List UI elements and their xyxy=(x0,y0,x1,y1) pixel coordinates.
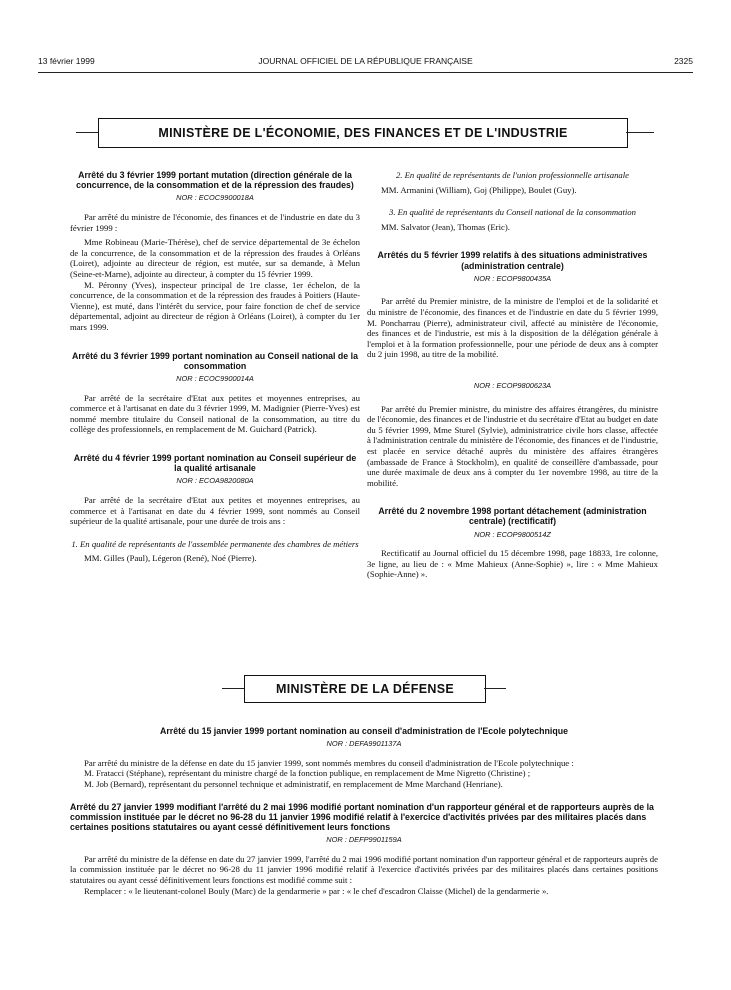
article-title: Arrêté du 27 janvier 1999 modifiant l'arrêté du 2 mai 1996 modifié portant nomination d'un rapporteur général et de rapporteurs auprès de la commission instituée par le décret no 96-28 du 11 janvier 1996 modifié relatif à l'exercice d'activités privées par des militaires placés dans certaines positions statutaires ou ayant cessé définitivement leurs fonctions xyxy=(70,801,654,832)
header-rule xyxy=(38,72,693,73)
defense-section xyxy=(70,726,658,896)
nor-reference: NOR : DEFA9901137A xyxy=(326,739,402,749)
nor-reference: NOR : ECOP9800514Z xyxy=(474,529,551,539)
nor-reference: NOR : DEFP9901159A xyxy=(326,835,402,845)
names-list: MM. Gilles (Paul), Légeron (René), Noé (Pierre). xyxy=(84,553,257,564)
nor-reference: NOR : ECOC9900018A xyxy=(176,193,254,203)
section-heading: 2. En qualité de représentants de l'union professionnelle artisanale xyxy=(395,170,630,180)
header-page-number: 2325 xyxy=(674,56,693,66)
section-heading: 3. En qualité de représentants du Conseil national de la consommation xyxy=(388,207,636,218)
article-paragraph: Par arrêté du Premier ministre, du ministre des affaires étrangères, du ministre de l'économie, des finances et de l'industrie et du secrétaire d'Etat au budget en date du 5 février 1999, Mme Sturel (Sylvie), administratrice civile hors classe, affectée à l'administration centrale du ministère de l'économie, des finances et de l'industrie, est placée en service détaché auprès du ministère des affaires étrangères (ambassade de France à Stockholm), en qualité de conseillère d'ambassade, pour une durée maximale de deux ans à compter du 1er novembre 1998, au titre de la mobilité. xyxy=(367,403,658,488)
article-paragraph: Par arrêté du ministre de la défense en date du 15 janvier 1999, sont nommés membres du conseil d'administration de l'Ecole polytechnique : xyxy=(84,757,574,768)
names-list: MM. Armanini (William), Goj (Philippe), Boulet (Guy). xyxy=(381,184,577,195)
article-paragraph: Par arrêté du Premier ministre, de la ministre de l'emploi et de la solidarité et du ministre de l'économie, des finances et de l'industrie en date du 5 février 1999, M. Poncharrau (Pierre), administrateur civil, affecté au ministère de l'économie, des finances et de l'industrie, est mis à la disposition de la délégation générale à l'emploi et à la formation professionnelle, pour une période de deux ans à compter du 2 juin 1998, au titre de la mobilité. xyxy=(367,296,658,360)
article-paragraph: M. Job (Bernard), représentant du personnel technique et administratif, en remplacement de Mme Marchand (Henriane). xyxy=(84,778,503,789)
page-header xyxy=(38,56,693,70)
article-title: Arrêté du 2 novembre 1998 portant détachement (administration centrale) (rectificatif) xyxy=(378,506,647,527)
article-title: Arrêté du 15 janvier 1999 portant nomination au conseil d'administration de l'Ecole polytechnique xyxy=(160,726,568,736)
article-paragraph: M. Péronny (Yves), inspecteur principal de 1re classe, 1er échelon, de la concurrence, de la consommation et de la répression des fraudes à Poitiers (Haute-Vienne), est muté, dans l'intérêt du service, pour faire fonction de chef de service départemental, adjoint au directeur de région à Orléans (Loiret), à compter du 1er mars 1999. xyxy=(70,279,360,332)
article-title: Arrêtés du 5 février 1999 relatifs à des situations administratives (administration centrale) xyxy=(377,250,648,271)
article-paragraph: Par arrêté du ministre de la défense en date du 27 janvier 1999, l'arrêté du 2 mai 1996 modifié portant nomination d'un rapporteur général et de rapporteurs auprès de la commission instituée par le décret no 96-28 du 11 janvier 1996 modifié relatif à l'exercice d'activités privées par des militaires placés dans certaines positions statutaires ou ayant cessé définitivement leurs fonctions est modifié comme suit : xyxy=(70,853,658,885)
header-journal-title: JOURNAL OFFICIEL DE LA RÉPUBLIQUE FRANÇAISE xyxy=(258,56,473,66)
article-paragraph: Par arrêté de la secrétaire d'Etat aux petites et moyennes entreprises, au commerce et à l'artisanat en date du 3 février 1999, M. Madignier (Pierre-Yves) est nommé membre titulaire du Conseil national de la consommation, au titre du collège des professionnels, en remplacement de M. Guichard (Patrick). xyxy=(70,392,360,435)
article-paragraph: Par arrêté du ministre de l'économie, des finances et de l'industrie en date du 3 février 1999 : xyxy=(70,212,360,233)
ministry-rule-left xyxy=(222,688,244,689)
article-title: Arrêté du 4 février 1999 portant nomination au Conseil supérieur de la qualité artisanale xyxy=(73,452,357,474)
article-paragraph: Mme Robineau (Marie-Thérèse), chef de service départemental de 3e échelon de la concurrence, de la consommation et de la répression des fraudes à Orléans (Loiret), adjointe au directeur de région, est mutée, sur sa demande, à Melun (Seine-et-Marne), adjointe au directeur, à compter du 15 février 1999. xyxy=(70,237,360,279)
article-paragraph: Rectificatif au Journal officiel du 15 décembre 1998, page 18833, 1re colonne, 3e ligne, au lieu de : « Mme Mahieux (Anne-Sophie) », lire : « Mme Mahieux (Sophie-Anne) ». xyxy=(367,548,658,580)
article-paragraph: Par arrêté de la secrétaire d'Etat aux petites et moyennes entreprises, au commerce et à l'artisanat en date du 4 février 1999, sont nommés au Conseil supérieur de la qualité artisanale, pour une durée de trois ans : xyxy=(70,494,360,527)
ministry-rule-right xyxy=(626,132,654,133)
header-date: 13 février 1999 xyxy=(38,56,95,66)
ministry-rule-left xyxy=(76,132,98,133)
names-list: MM. Salvator (Jean), Thomas (Eric). xyxy=(381,221,510,232)
ministry-rule-right xyxy=(484,688,506,689)
ministry-heading-economie: MINISTÈRE DE L'ÉCONOMIE, DES FINANCES ET DE L'INDUSTRIE xyxy=(98,118,628,148)
article-title: Arrêté du 3 février 1999 portant nomination au Conseil national de la consommation xyxy=(72,350,358,371)
right-column xyxy=(367,170,658,580)
section-heading: 1. En qualité de représentants de l'assemblée permanente des chambres de métiers xyxy=(71,538,359,549)
nor-reference: NOR : ECOA9820080A xyxy=(176,476,254,486)
left-column xyxy=(70,170,360,564)
article-title: Arrêté du 3 février 1999 portant mutation (direction générale de la concurrence, de la consommation et de la répression des fraudes) xyxy=(76,170,354,191)
nor-reference: NOR : ECOC9900014A xyxy=(176,373,254,383)
nor-reference: NOR : ECOP9800435A xyxy=(473,273,552,283)
article-paragraph: Remplacer : « le lieutenant-colonel Bouly (Marc) de la gendarmerie » par : « le chef d'escadron Claisse (Michel) de la gendarmerie ». xyxy=(84,885,549,896)
article-paragraph: M. Fratacci (Stéphane), représentant du ministre chargé de la fonction publique, en remplacement de Mme Nigretto (Christine) ; xyxy=(84,768,531,779)
nor-reference: NOR : ECOP9800623A xyxy=(473,380,552,390)
ministry-heading-defense: MINISTÈRE DE LA DÉFENSE xyxy=(244,675,486,703)
